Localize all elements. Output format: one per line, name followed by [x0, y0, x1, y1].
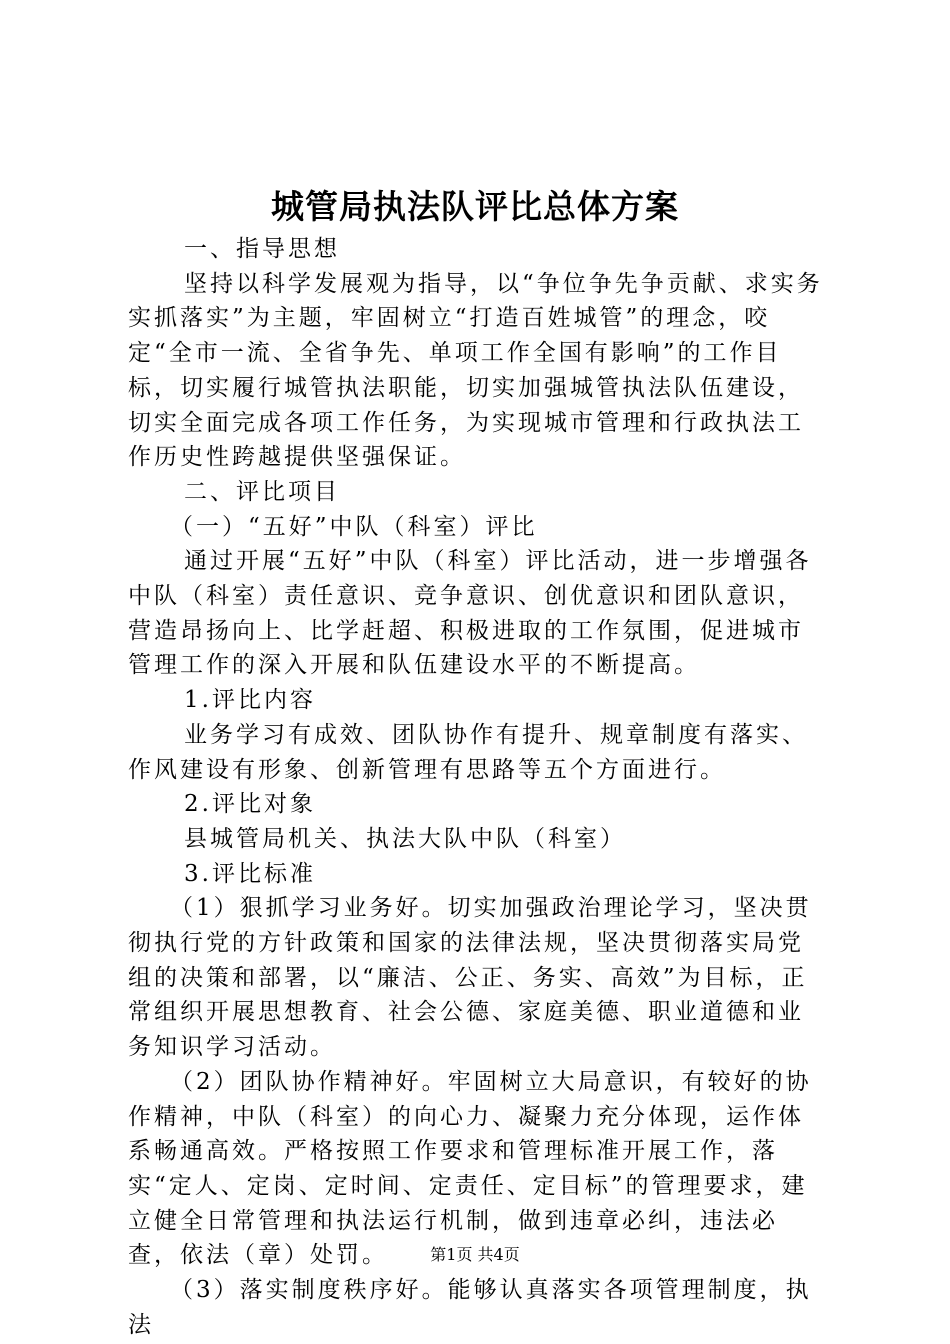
- paragraph-standard-1: （1）狠抓学习业务好。切实加强政治理论学习，坚决贯彻执行党的方针政策和国家的法律法规，坚决贯彻落实局党组的决策和部署，以“廉洁、公正、务实、高效”为目标，正常组织开展思想教育、社会公德、家庭美德、职业道德和业务知识学习活动。: [128, 895, 812, 1061]
- subsection-heading-five-good: （一）“五好”中队（科室）评比: [170, 513, 538, 540]
- page-number-footer: 第1页 共4页: [430, 1245, 520, 1264]
- item-heading-content: 1.评比内容: [184, 687, 316, 714]
- section-heading-evaluation-items: 二、评比项目: [184, 478, 340, 505]
- document-title: 城管局执法队评比总体方案: [271, 187, 679, 226]
- section-heading-guiding-thought: 一、指导思想: [184, 236, 340, 262]
- paragraph-standard-2: （2）团队协作精神好。牢固树立大局意识，有较好的协作精神，中队（科室）的向心力、凝聚力充分体现，运作体系畅通高效。严格按照工作要求和管理标准开展工作，落实“定人、定岗、定时间、定责任、定目标”的管理要求，建立健全日常管理和执法运行机制，做到违章必纠，违法必查，依法（章）处罚。: [128, 1068, 812, 1269]
- paragraph-five-good: 通过开展“五好”中队（科室）评比活动，进一步增强各中队（科室）责任意识、竞争意识、创优意识和团队意识，营造昂扬向上、比学赶超、积极进取的工作氛围，促进城市管理工作的深入开展和队伍建设水平的不断提高。: [128, 548, 812, 679]
- paragraph-targets: 县城管局机关、执法大队中队（科室）: [184, 825, 626, 852]
- item-heading-targets: 2.评比对象: [184, 791, 316, 818]
- paragraph-standard-3: （3）落实制度秩序好。能够认真落实各项管理制度，执法: [128, 1277, 812, 1338]
- document-body: [128, 232, 828, 1343]
- paragraph-guiding-thought: 坚持以科学发展观为指导，以“争位争先争贡献、求实务实抓落实”为主题，牢固树立“打造百姓城管”的理念，咬定“全市一流、全省争先、单项工作全国有影响”的工作目标，切实履行城管执法职能，切实加强城管执法队伍建设，切实全面完成各项工作任务，为实现城市管理和行政执法工作历史性跨越提供坚强保证。: [128, 270, 823, 471]
- item-heading-standards: 3.评比标准: [184, 860, 316, 887]
- paragraph-content: 业务学习有成效、团队协作有提升、规章制度有落实、作风建设有形象、创新管理有思路等五个方面进行。: [128, 721, 808, 783]
